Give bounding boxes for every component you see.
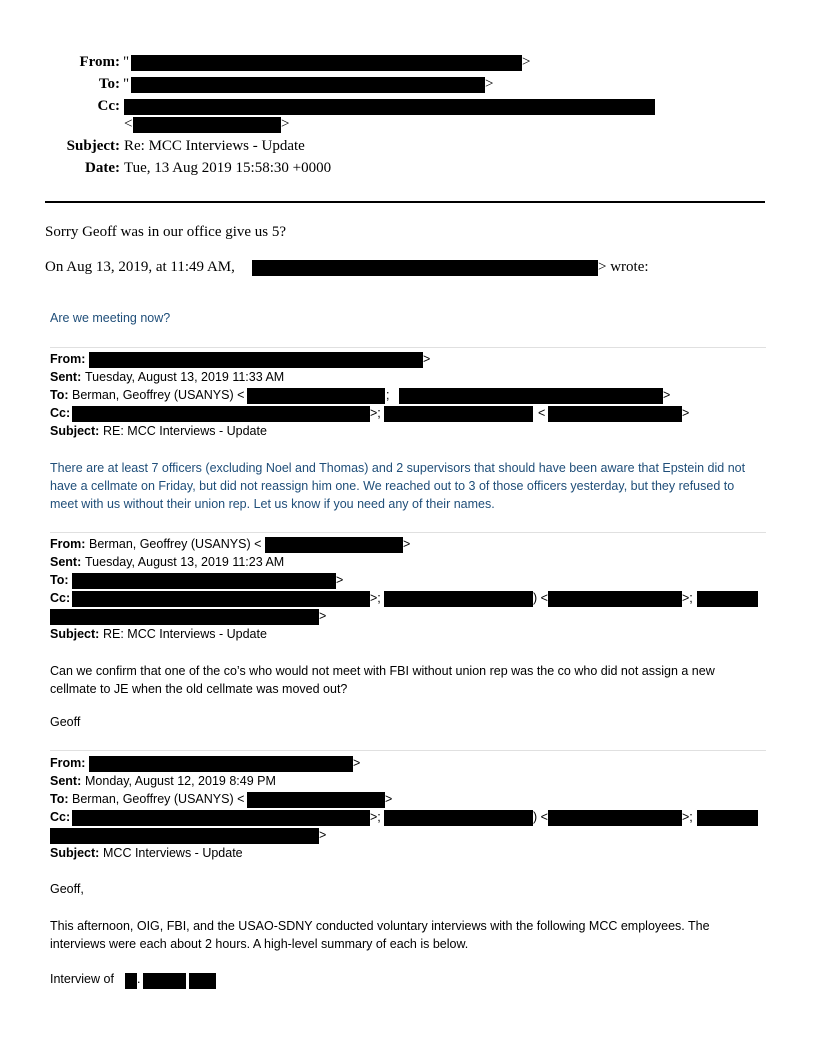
redaction-block <box>72 591 370 607</box>
redaction-block <box>124 99 655 115</box>
from-suffix: > <box>522 54 531 70</box>
subject-value: RE: MCC Interviews - Update <box>103 424 267 438</box>
redaction-block <box>384 810 533 826</box>
to-label: To: <box>50 792 69 806</box>
to-suffix: > <box>385 792 393 806</box>
redaction-block <box>89 756 353 772</box>
sent-label: Sent: <box>50 774 82 788</box>
cc-lt: < <box>538 406 546 420</box>
redaction-block <box>548 591 682 607</box>
redaction-block <box>131 77 485 93</box>
to-suffix: > <box>336 573 344 587</box>
sent-value: Tuesday, August 13, 2019 11:23 AM <box>85 555 285 569</box>
signature: Geoff <box>50 715 81 729</box>
from-label: From: <box>50 756 86 770</box>
subject-label: Subject: <box>50 846 100 860</box>
subject-label: Subject: <box>50 627 100 641</box>
to-value: Berman, Geoffrey (USANYS) < <box>72 388 245 402</box>
subject-value: Re: MCC Interviews - Update <box>124 138 305 154</box>
interview-heading: Interview of <box>50 972 114 986</box>
to-label: To: <box>50 573 69 587</box>
to-label: To: <box>50 388 69 402</box>
redaction-block <box>133 117 281 133</box>
cc-suffix: > <box>682 406 690 420</box>
subject-value: MCC Interviews - Update <box>103 846 243 860</box>
header-divider <box>45 201 765 203</box>
redaction-block <box>697 810 758 826</box>
message-divider <box>50 750 766 751</box>
cc-lt: < <box>124 116 133 132</box>
message-body: There are at least 7 officers (excluding Noel and Thomas) and 2 supervisors that should have been aware that Epstein did not have a cellmate on Friday, but did not reassign him one. We reached out to 3 of those officers yesterday, but they refused to meet with us without their union rep. Let us know if you need any of their names. <box>50 461 746 511</box>
cc-sep: >; <box>370 591 381 605</box>
redaction-block <box>399 388 663 404</box>
sent-label: Sent: <box>50 370 82 384</box>
message-body: This afternoon, OIG, FBI, and the USAO-SDNY conducted voluntary interviews with the following MCC employees. The interviews were each about 2 hours. A high-level summary of each is below. <box>50 919 710 951</box>
message-body: Are we meeting now? <box>50 311 171 325</box>
redaction-block <box>189 973 216 989</box>
reply-body: Sorry Geoff was in our office give us 5? <box>45 224 287 240</box>
interview-dot: . <box>137 972 141 986</box>
redaction-block <box>125 973 137 989</box>
redaction-block <box>247 388 385 404</box>
to-value: Berman, Geoffrey (USANYS) < <box>72 792 245 806</box>
cc-label: Cc: <box>50 406 71 420</box>
cc-suffix: > <box>319 828 327 842</box>
redaction-block <box>384 406 533 422</box>
redaction-block <box>50 828 319 844</box>
date-label: Date: <box>85 160 120 176</box>
redaction-block <box>265 537 403 553</box>
subject-label: Subject: <box>66 138 120 154</box>
cc-label: Cc: <box>50 591 71 605</box>
cc-gt: > <box>281 116 290 132</box>
cc-sep: >; <box>370 406 381 420</box>
from-value: Berman, Geoffrey (USANYS) < <box>89 537 262 551</box>
from-suffix: > <box>403 537 411 551</box>
sent-value: Monday, August 12, 2019 8:49 PM <box>85 774 276 788</box>
cc-sep: >; <box>682 591 693 605</box>
from-suffix: > <box>353 756 361 770</box>
message-body: Can we confirm that one of the co’s who would not meet with FBI without union rep was the co who did not assign a new cellmate to JE when the old cellmate was moved out? <box>50 664 715 696</box>
redaction-block <box>697 591 758 607</box>
to-suffix: > <box>485 76 494 92</box>
from-prefix: " <box>123 54 130 70</box>
redaction-block <box>252 260 598 276</box>
from-label: From: <box>50 537 86 551</box>
redaction-block <box>72 810 370 826</box>
date-value: Tue, 13 Aug 2019 15:58:30 +0000 <box>124 160 332 176</box>
redaction-block <box>384 591 533 607</box>
greeting: Geoff, <box>50 882 84 896</box>
redaction-block <box>50 609 319 625</box>
to-prefix: " <box>123 76 130 92</box>
quote-suffix: > wrote: <box>598 259 649 275</box>
quote-intro: On Aug 13, 2019, at 11:49 AM, <box>45 259 235 275</box>
sent-label: Sent: <box>50 555 82 569</box>
cc-label: Cc: <box>50 810 71 824</box>
cc-sep: >; <box>370 810 381 824</box>
redaction-block <box>247 792 385 808</box>
redaction-block <box>143 973 186 989</box>
cc-sep: ) < <box>533 810 548 824</box>
subject-label: Subject: <box>50 424 100 438</box>
sent-value: Tuesday, August 13, 2019 11:33 AM <box>85 370 285 384</box>
cc-suffix: > <box>319 609 327 623</box>
redaction-block <box>72 406 370 422</box>
cc-sep: ) < <box>533 591 548 605</box>
redaction-block <box>72 573 336 589</box>
to-sep: ; <box>386 388 390 402</box>
message-divider <box>50 532 766 533</box>
redaction-block <box>548 810 682 826</box>
redaction-block <box>548 406 682 422</box>
from-label: From: <box>50 352 86 366</box>
to-suffix: > <box>663 388 671 402</box>
redaction-block <box>89 352 423 368</box>
subject-value: RE: MCC Interviews - Update <box>103 627 267 641</box>
cc-label: Cc: <box>97 98 120 114</box>
message-divider <box>50 347 766 348</box>
from-label: From: <box>79 54 120 70</box>
to-label: To: <box>98 76 120 92</box>
from-suffix: > <box>423 352 431 366</box>
redaction-block <box>131 55 522 71</box>
cc-sep: >; <box>682 810 693 824</box>
